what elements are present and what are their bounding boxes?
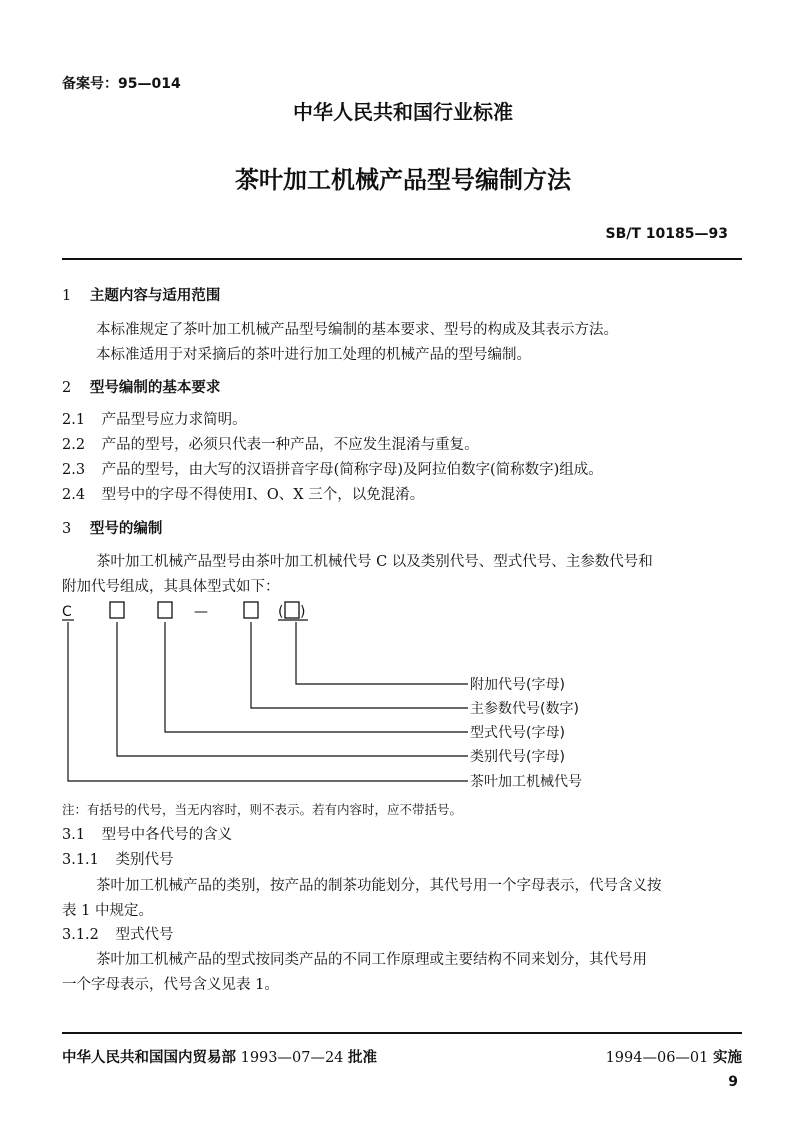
- implementation-line: [606, 1046, 742, 1067]
- parameter-code-box: [244, 602, 258, 618]
- leader-type: [165, 622, 468, 732]
- diagram-note: 注：有括号的代号，当无内容时，则不表示。若有内容时，应不带括号。: [62, 802, 463, 817]
- additional-code-box: [285, 602, 299, 618]
- section-number: 3: [62, 521, 72, 537]
- paragraph: 茶叶加工机械产品型号由茶叶加工机械代号 C 以及类别代号、型式代号、主参数代号和: [96, 554, 653, 570]
- section-number: 2: [62, 380, 72, 396]
- approver: 中华人民共和国国内贸易部: [62, 1050, 236, 1066]
- leader-parameter: [251, 622, 468, 708]
- approve-word: 批准: [348, 1050, 378, 1066]
- clause-3-1-1: [62, 848, 174, 869]
- clause-number: 2.4: [62, 487, 86, 503]
- paragraph: 本标准适用于对采摘后的茶叶进行加工处理的机械产品的型号编制。: [96, 347, 531, 363]
- implementation-date: 1994—06—01: [605, 1050, 709, 1066]
- standard-code: SB/T 10185—93: [605, 226, 728, 242]
- clause-2-1: [62, 408, 247, 429]
- label-category-code: 类别代号(字母): [470, 749, 565, 765]
- clause-2-2: [62, 433, 479, 454]
- clause-2-4: [62, 483, 424, 504]
- section-1-heading: [62, 284, 220, 305]
- clause-number: 2.3: [62, 462, 86, 478]
- section-title: 主题内容与适用范围: [89, 288, 221, 304]
- leader-additional: [296, 622, 468, 684]
- clause-text: 产品的型号，由大写的汉语拼音字母(简称字母)及阿拉伯数字(简称数字)组成。: [101, 462, 603, 478]
- clause-number: 3.1.1: [62, 852, 99, 868]
- paragraph: 附加代号组成，其具体型式如下：: [62, 579, 280, 595]
- clause-3-1: [62, 823, 232, 844]
- footer-rule: [62, 1032, 742, 1034]
- section-3-heading: [62, 517, 162, 538]
- type-code-box: [158, 602, 172, 618]
- paragraph: 本标准规定了茶叶加工机械产品型号编制的基本要求、型号的构成及其表示方法。: [96, 322, 618, 338]
- leader-category: [117, 622, 468, 756]
- section-number: 1: [62, 288, 72, 304]
- record-number: 备案号：95—014: [62, 76, 181, 92]
- paragraph: 表 1 中规定。: [62, 903, 153, 919]
- header-rule: [62, 258, 742, 260]
- clause-3-1-2: [62, 923, 174, 944]
- paragraph: 一个字母表示，代号含义见表 1。: [62, 977, 279, 993]
- diagram-dash: —: [194, 604, 208, 620]
- clause-title: 型式代号: [115, 927, 174, 943]
- clause-text: 产品的型号，必须只代表一种产品，不应发生混淆与重复。: [101, 437, 479, 453]
- paren-close: ): [300, 604, 306, 620]
- clause-number: 3.1.2: [62, 927, 99, 943]
- clause-title: 型号中各代号的含义: [101, 827, 233, 843]
- label-additional-code: 附加代号(字母): [470, 677, 565, 693]
- approval-line: [62, 1046, 377, 1067]
- clause-number: 2.2: [62, 437, 86, 453]
- label-parameter-code: 主参数代号(数字): [470, 701, 579, 717]
- page-number: 9: [728, 1074, 738, 1090]
- label-type-code: 型式代号(字母): [470, 725, 565, 741]
- approve-date: 1993—07—24: [240, 1050, 344, 1066]
- section-title: 型号的编制: [89, 521, 163, 537]
- clause-number: 2.1: [62, 412, 86, 428]
- document-title: 茶叶加工机械产品型号编制方法: [235, 166, 571, 194]
- category-code-box: [110, 602, 124, 618]
- paren-open: (: [278, 604, 284, 620]
- standard-org-title: 中华人民共和国行业标准: [293, 100, 513, 124]
- paragraph: 茶叶加工机械产品的类别，按产品的制茶功能划分，其代号用一个字母表示，代号含义按: [96, 878, 662, 894]
- leader-machine: [68, 622, 468, 781]
- section-title: 型号编制的基本要求: [89, 380, 221, 396]
- implementation-word: 实施: [713, 1050, 742, 1066]
- clause-text: 型号中的字母不得使用I、O、X 三个，以免混淆。: [101, 487, 425, 503]
- clause-text: 产品型号应力求简明。: [101, 412, 247, 428]
- label-machine-code: 茶叶加工机械代号: [470, 774, 582, 790]
- paragraph: 茶叶加工机械产品的型式按同类产品的不同工作原理或主要结构不同来划分，其代号用: [96, 952, 647, 968]
- section-2-heading: [62, 376, 220, 397]
- clause-title: 类别代号: [115, 852, 174, 868]
- clause-2-3: [62, 458, 603, 479]
- clause-number: 3.1: [62, 827, 86, 843]
- diagram-head-letter: C: [62, 604, 72, 620]
- model-code-diagram: [60, 596, 620, 796]
